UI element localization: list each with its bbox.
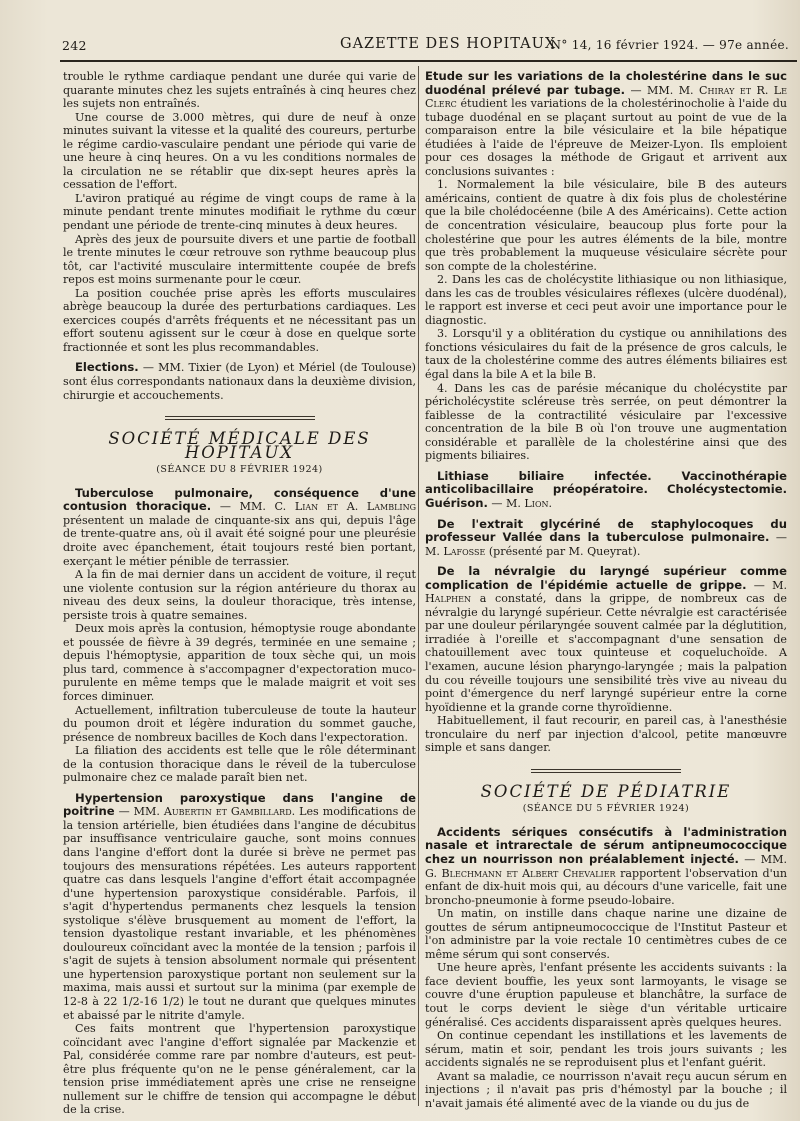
- paragraph: Actuellement, infiltration tuberculeuse de toute la hauteur du poumon droit et légère induration du sommet gauche, présence de nombreux bacilles de Koch dans l'expectoration.: [63, 703, 416, 744]
- article-staphylocoques: [425, 518, 787, 559]
- elections-item: [63, 361, 416, 402]
- list-item: 1. Normalement la bile vésiculaire, bile B des auteurs américains, contient de quatre à dix fois plus de cholestérine que la bile cholédocéenne (bile A des Américains). Cette action de concentration vésiculaire, beaucoup plus forte pour la cholestérine que pour les autres éléments de la bile, montre que très probablement la muqueuse vésiculaire sécrète pour son compte de la cholestérine.: [425, 178, 787, 273]
- header-rule: [60, 60, 797, 62]
- article-tuberculose: [63, 487, 416, 568]
- article-authors: — MM. G. Blechmann et Albert Chevalier: [425, 852, 787, 880]
- article-heading: Etude sur les variations de la cholestérine dans le suc duodénal prélevé par tubage.: [425, 69, 787, 97]
- article-heading: Tuberculose pulmonaire, conséquence d'une contusion thoracique.: [63, 485, 416, 514]
- section-title-pediatrie: SOCIÉTÉ DE PÉDIATRIE: [480, 781, 732, 801]
- article-text: étudient les variations de la cholestérinocholie à l'aide du tubage duodénal en se plaçant surtout au point de vue de la comparaison entre la bile vésiculaire et la bile hépatique étudiées à l'aide de l'épreuve de Meizer-Lyon. Ils emploient pour ces dosages la méthode de Grigaut et arrivent aux conclusions suivantes :: [425, 97, 788, 178]
- paragraph: L'aviron pratiqué au régime de vingt coups de rame à la minute pendant trente minutes modifiait le rythme du cœur pendant une période de trente-cinq minutes à deux heures.: [63, 191, 416, 233]
- page-number: 242: [62, 38, 87, 53]
- article-nevralgie: [425, 565, 787, 714]
- article-authors: — MM. Aubertin et Gambillard.: [114, 805, 300, 819]
- list-item: 3. Lorsqu'il y a oblitération du cystique ou annihilations des fonctions vésiculaires du fait de la présence de gros calculs, le taux de la cholestérine comme des autres éléments biliaires est égal dans la bile A et la bile B.: [425, 327, 787, 382]
- article-text: présentent un malade de cinquante-six ans qui, depuis l'âge de trente-quatre ans, où il avait été soigné pour une pleurésie droite avec épanchement, était toujours resté bien portant, exerçant le métier pénible de terrassier.: [63, 513, 416, 568]
- paragraph: Une heure après, l'enfant présente les accidents suivants : la face devient bouffie, les yeux sont larmoyants, le visage se couvre d'une éruption papuleuse et blanchâtre, la surface de tout le corps devient le siège d'un véritable urticaire généralisé. Ces accidents disparaissent après quelques heures.: [425, 961, 787, 1029]
- article-authors: — MM. C. Lian et A. Lambling: [211, 500, 416, 514]
- paragraph: trouble le rythme cardiaque pendant une durée qui varie de quarante minutes chez les sujets entraînés à cinq heures chez les sujets non entraînés.: [63, 70, 416, 111]
- section-title-medicale: SOCIÉTÉ MÉDICALE DES HOPITAUX: [108, 429, 371, 462]
- issue-info: N° 14, 16 février 1924. — 97e année.: [550, 38, 789, 52]
- column-divider: [418, 66, 419, 1106]
- article-text: (présenté par M. Queyrat).: [488, 544, 641, 558]
- paragraph: Un matin, on instille dans chaque narine une dizaine de gouttes de sérum antipneumococcique de l'Institut Pasteur et l'on administre par la voie rectale 10 centimètres cubes de ce même sérum qui sont conservés.: [425, 907, 787, 961]
- article-text: Les modifications de la tension artérielle, bien étudiées dans l'angine de décubitus par insuffisance ventriculaire gauche, sont moins connues dans l'angine d'effort dont la durée si brève ne permet pas toujours des mensurations répétées. Les auteurs rapportent quatre cas dans lesquels l'angine d'effort était accompagnée d'une hypertension paroxystique considérable. Parfois, il s'agit d'hypertendus permanents chez lesquels la tension systolique s'élève brusquement au moment de l'effort, la tension dyastolique restant invariable, et les phénomènes douloureux coïncidant avec la montée de la tension ; parfois il s'agit de sujets à tension absolument normale qui présentent une hypertension paroxystique portant non seulement sur la maxima, mais aussi et surtout sur la minima (par exemple de 12-8 à 22 1/2-16 1/2) le tout ne durant que quelques minutes et abaissé par le nitrite d'amyle.: [63, 805, 416, 1022]
- paragraph: La position couchée prise après les efforts musculaires abrège beaucoup la durée des perturbations cardiaques. Les exercices coupés d'arrêts fréquents et ne nécessitant pas un effort soutenu agissent sur le cœur à dose en quelque sorte fractionnée et sont les plus recommandables.: [63, 286, 416, 354]
- paragraph: A la fin de mai dernier dans un accident de voiture, il reçut une violente contusion sur la région antérieure du thorax au niveau des deux seins, la douleur thoracique, très intense, persiste trois à quatre semaines.: [63, 568, 416, 622]
- article-text: rapportent l'observation d'un enfant de dix-huit mois qui, au décours d'une varicelle, fait une broncho-pneumonie à forme pseudo-lobaire.: [425, 866, 787, 907]
- journal-title: GAZETTE DES HOPITAUX: [340, 36, 557, 52]
- article-heading: Lithiase biliaire infectée. Vaccinothérapie anticolibacillaire préopératoire. Cholécystectomie. Guérison.: [425, 468, 787, 510]
- article-heading: De la névralgie du laryngé supérieur comme complication de l'épidémie actuelle de grippe.: [425, 564, 787, 592]
- section-divider: [165, 416, 315, 420]
- article-hypertension: [63, 792, 416, 1022]
- article-authors: — M. Lion.: [487, 496, 553, 510]
- list-item: 2. Dans les cas de cholécystite lithiasique ou non lithiasique, dans les cas de troubles vésiculaires réflexes (ulcère duodénal), le rapport est inverse et ceci peut avoir une importance pour le diagnostic.: [425, 273, 787, 327]
- paragraph: Après des jeux de poursuite divers et une partie de football le trente minutes le cœur retrouve son rythme beaucoup plus tôt, car l'activité musculaire intermittente coupée de brefs repos est moins surmenante pour le cœur.: [63, 232, 416, 287]
- seance-date: (SÉANCE DU 8 FÉVRIER 1924): [156, 464, 323, 476]
- page-header: [62, 34, 797, 58]
- right-column: [425, 70, 787, 1110]
- article-authors: — MM. M. Chiray et R. Le Clerc: [425, 83, 787, 111]
- paragraph: La filiation des accidents est telle que le rôle déterminant de la contusion thoracique dans le réveil de la tuberculose pulmonaire chez ce malade paraît bien net.: [63, 744, 416, 785]
- paragraph: Ces faits montrent que l'hypertension paroxystique coïncidant avec l'angine d'effort signalée par Mackenzie et Pal, considérée comme rare par nombre d'auteurs, est peut-être plus fréquente qu'on ne le pense généralement, car la tension prise immédiatement après une crise ne renseigne nullement sur le chiffre de tension qui accompagne le début de la crise.: [63, 1022, 416, 1117]
- article-lithiase: [425, 470, 787, 511]
- seance-date: (SÉANCE DU 5 FÉVRIER 1924): [522, 803, 690, 815]
- article-cholesterine: [425, 70, 787, 178]
- paragraph: Avant sa maladie, ce nourrisson n'avait reçu aucun sérum en injections ; il n'avait pas pris d'hémostyl par la bouche ; il n'avait jamais été alimenté avec de la viande ou du jus de: [425, 1069, 787, 1110]
- article-heading: Hypertension paroxystique dans l'angine de poitrine: [63, 790, 416, 819]
- paragraph: Une course de 3.000 mètres, qui dure de neuf à onze minutes suivant la vitesse et la qualité des coureurs, perturbe le régime cardio-vasculaire pendant une période qui varie de une heure à cinq heures. On a vu les conditions normales de la circulation ne se rétablir que dix-sept heures après la cessation de l'effort.: [63, 110, 416, 192]
- article-accidents-seriques: [425, 826, 787, 907]
- paragraph: On continue cependant les instillations et les lavements de sérum, matin et soir, pendant les trois jours suivants ; les accidents signalés ne se reproduisent plus et l'enfant guérit.: [425, 1029, 787, 1070]
- article-heading: De l'extrait glycériné de staphylocoques du professeur Vallée dans la tuberculose pulmonaire.: [425, 516, 787, 545]
- article-authors: — M. Lafosse: [425, 531, 787, 558]
- paragraph: Habituellement, il faut recourir, en pareil cas, à l'anesthésie tronculaire du nerf par injection d'alcool, petite manœuvre simple et sans danger.: [425, 714, 787, 755]
- section-divider: [531, 769, 681, 773]
- left-column: [63, 70, 416, 1117]
- article-heading: Accidents sériques consécutifs à l'administration nasale et intrarectale de sérum antipneumococcique chez un nourrisson non préalablement injecté.: [425, 824, 787, 866]
- article-authors: — M. Halphen: [425, 578, 787, 606]
- elections-text: — MM. Tixier (de Lyon) et Mériel (de Toulouse) sont élus correspondants nationaux dans la deuxième division, chirurgie et accouchements.: [63, 361, 416, 402]
- elections-heading: Elections.: [75, 360, 139, 375]
- paragraph: Deux mois après la contusion, hémoptysie rouge abondante et poussée de fièvre à 39 degrés, terminée en une semaine ; depuis l'hémoptysie, apparition de toux sèche qui, un mois plus tard, commence à s'accompagner d'expectoration muco-purulente en même temps que le malade maigrit et voit ses forces diminuer.: [63, 622, 416, 703]
- article-text: a constaté, dans la grippe, de nombreux cas de névralgie du laryngé supérieur. Cette névralgie est caractérisée par une douleur périlaryngée souvent calmée par la déglutition, irradiée à l'oreille et s'accompagnant d'une sensation de chatouillement avec toux quinteuse et coqueluchoïde. A l'examen, aucune lésion pharyngo-laryngée ; mais la palpation du cou réveille toujours une sensibilité très vive au niveau du point d'émergence du nerf laryngé supérieur entre la corne hyoïdienne et la grande corne thyroïdienne.: [425, 592, 787, 714]
- list-item: 4. Dans les cas de parésie mécanique du cholécystite par péricholécystite scléreuse très serrée, on peut démontrer la faiblesse de la contractilité vésiculaire par l'excessive concentration de la bile B où l'on trouve une augmentation considérable et parallèle de la cholestérine ainsi que des pigments biliaires.: [425, 381, 787, 463]
